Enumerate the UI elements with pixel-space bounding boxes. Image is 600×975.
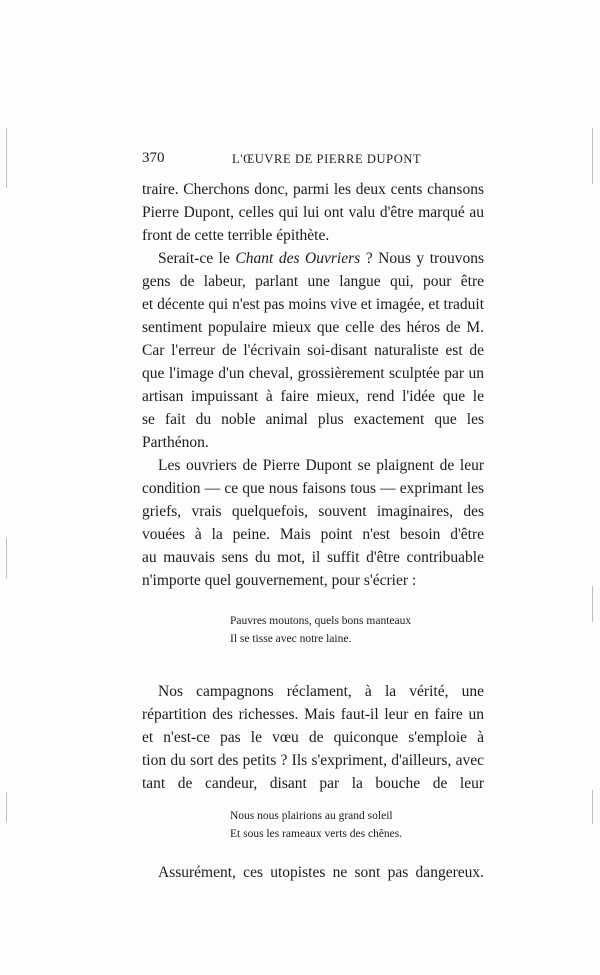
text-segment: ? Nous y trouvons — [365, 250, 484, 267]
running-title: L'ŒUVRE DE PIERRE DUPONT — [232, 152, 422, 166]
paragraph-1 — [142, 178, 484, 247]
verse-line: Pauvres moutons, quels bons manteaux — [230, 615, 412, 627]
scan-edge-left — [6, 538, 7, 578]
scan-edge-left — [6, 792, 7, 822]
body-text — [142, 178, 484, 884]
text-line: n'importe quel gouvernement, pour s'écrier : — [142, 572, 417, 589]
page-header — [142, 150, 484, 170]
text-line: Car l'erreur de l'écrivain soi-disant naturaliste est de — [142, 342, 484, 359]
verse-line: Nous nous plairions au grand soleil — [230, 810, 393, 822]
verse-line: Il se tisse avec notre laine. — [230, 633, 352, 645]
text-line: et n'est-ce pas le vœu de quiconque s'emploie à — [142, 729, 484, 746]
paragraph-5 — [142, 861, 484, 884]
text-line: Assurément, ces utopistes ne sont pas dangereux. — [158, 864, 484, 881]
scan-edge-right — [592, 790, 593, 824]
text-line: artisan impuissant à faire mieux, rend l'idée que le — [142, 388, 484, 405]
text-line: Parthénon. — [142, 434, 209, 451]
text-line: se fait du noble animal plus exactement que les — [142, 411, 484, 428]
text-line: sentiment populaire mieux que celle des héros de M. — [142, 319, 484, 336]
text-segment: Serait-ce le — [158, 250, 236, 267]
verse-quote-2 — [142, 807, 484, 843]
text-line: Pierre Dupont, celles qui lui ont valu d'être marqué au — [142, 204, 484, 221]
paragraph-4 — [142, 680, 484, 795]
scan-edge-right — [592, 586, 593, 622]
text-line: tion du sort des petits ? Ils s'expriment, d'ailleurs, avec — [142, 752, 484, 769]
text-line: Nos campagnons réclament, à la vérité, une — [158, 683, 484, 700]
song-title: Chant des Ouvriers — [235, 250, 361, 267]
verse-quote-1 — [142, 612, 484, 648]
scan-edge-right — [592, 128, 593, 184]
text-line: vouées à la peine. Mais point n'est besoin d'être — [142, 526, 484, 543]
verse-line: Et sous les rameaux verts des chênes. — [230, 828, 403, 840]
text-line: au mauvais sens du mot, il suffit d'être contribuable — [142, 549, 484, 566]
text-line — [142, 247, 484, 270]
paragraph-3 — [142, 454, 484, 592]
page-number: 370 — [142, 150, 165, 166]
text-line: griefs, vrais quelquefois, souvent imaginaires, des — [142, 503, 484, 520]
text-line: condition — ce que nous faisons tous — exprimant les — [142, 480, 484, 497]
text-line: gens de labeur, parlant une langue qui, pour être — [142, 273, 484, 290]
text-line: traire. Cherchons donc, parmi les deux cents chansons — [142, 181, 484, 198]
text-line: tant de candeur, disant par la bouche de leur — [142, 775, 484, 792]
text-line: et décente qui n'est pas moins vive et imagée, et traduit — [142, 296, 484, 313]
paragraph-2 — [142, 247, 484, 454]
text-line: Les ouvriers de Pierre Dupont se plaignent de leur — [158, 457, 484, 474]
text-line: front de cette terrible épithète. — [142, 227, 330, 244]
text-line: répartition des richesses. Mais faut-il leur en faire un — [142, 706, 484, 723]
text-line: que l'image d'un cheval, grossièrement sculptée par un — [142, 365, 484, 382]
scan-edge-left — [6, 128, 7, 188]
